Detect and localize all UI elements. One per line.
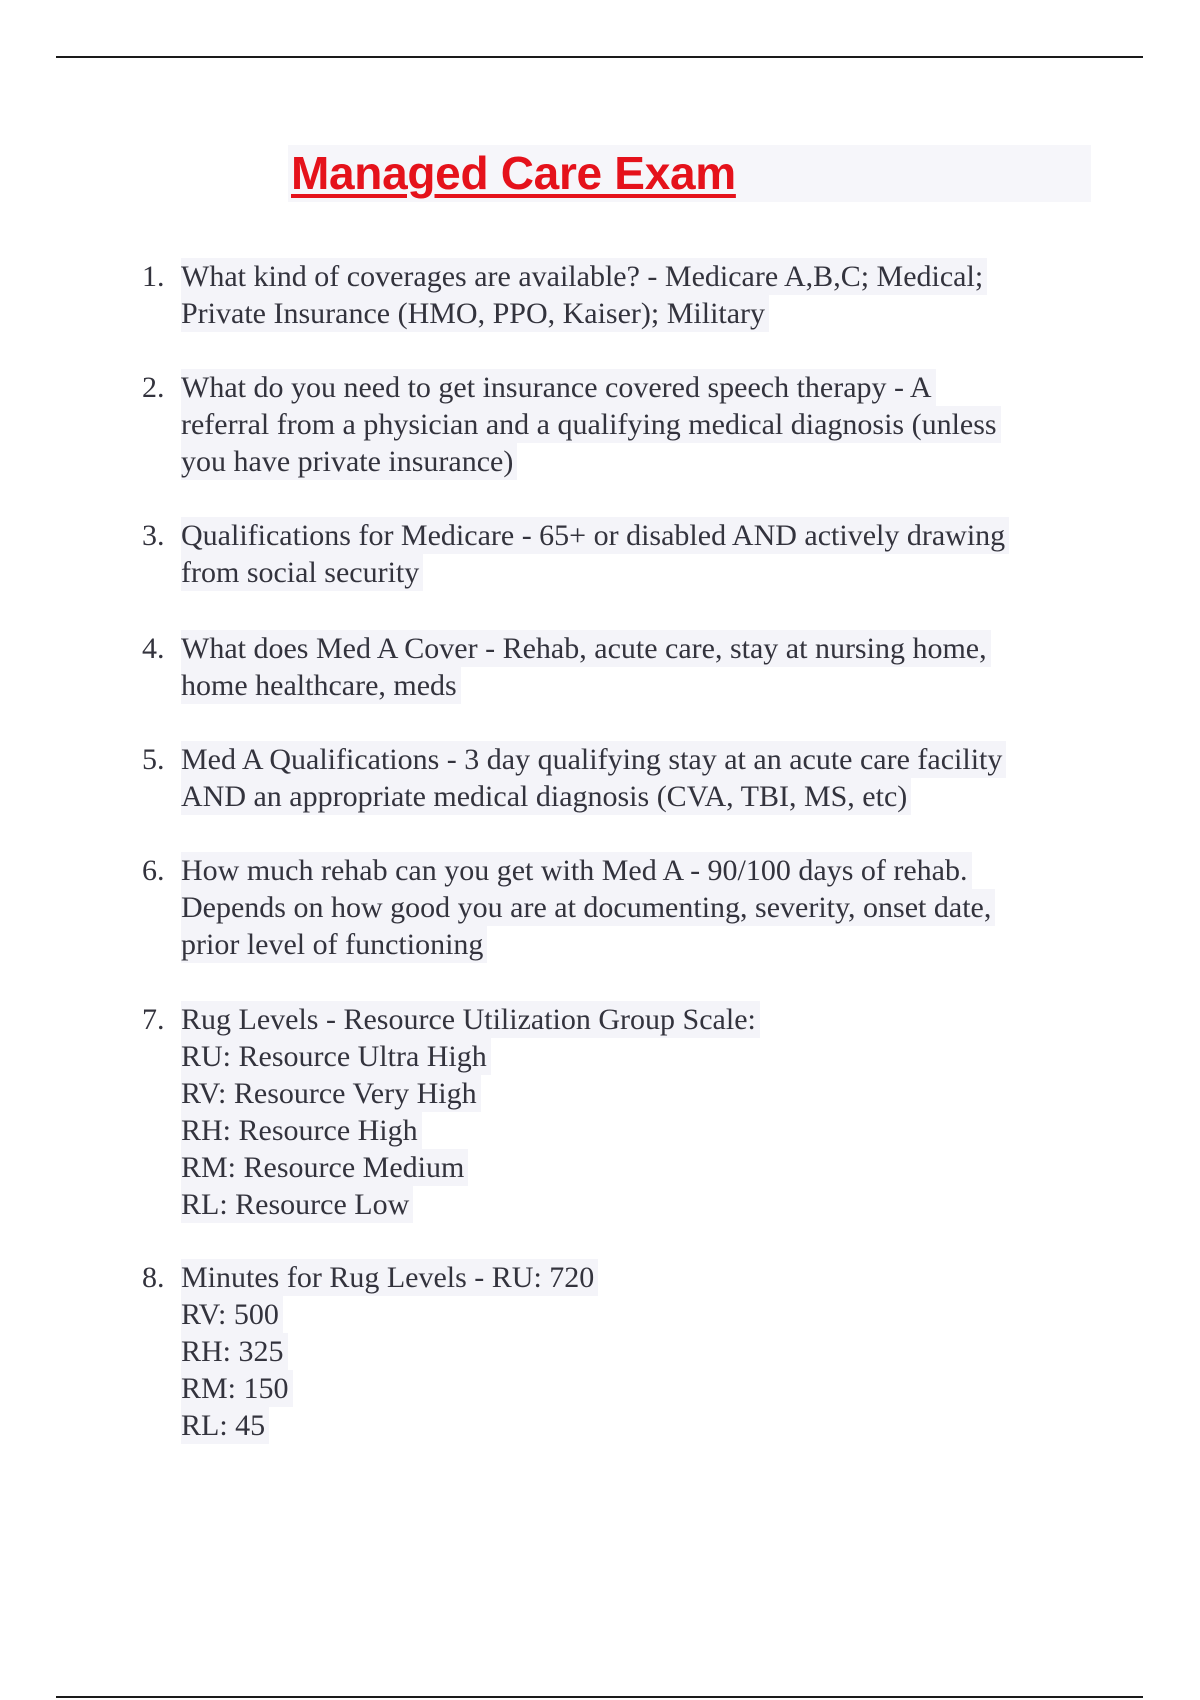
- question-item-2: [0, 369, 1200, 480]
- bottom-divider: [56, 1696, 1143, 1698]
- item-text-line: RH: Resource High: [181, 1112, 422, 1149]
- item-number: 8.: [142, 1261, 165, 1294]
- top-divider: [56, 56, 1143, 58]
- question-item-8: [0, 1259, 1200, 1444]
- item-text-line: RU: Resource Ultra High: [181, 1038, 491, 1075]
- question-item-1: [0, 258, 1200, 332]
- item-number: 3.: [142, 519, 165, 552]
- item-text-line: AND an appropriate medical diagnosis (CVA, TBI, MS, etc): [181, 778, 911, 815]
- item-text-line: you have private insurance): [181, 443, 517, 480]
- item-text-line: home healthcare, meds: [181, 667, 461, 704]
- item-text-line: How much rehab can you get with Med A - 90/100 days of rehab.: [181, 852, 972, 889]
- item-text-line: from social security: [181, 554, 423, 591]
- item-text-line: referral from a physician and a qualifying medical diagnosis (unless: [181, 406, 1001, 443]
- document-title: Managed Care Exam: [291, 147, 736, 199]
- item-text-line: Rug Levels - Resource Utilization Group Scale:: [181, 1001, 760, 1038]
- item-number: 5.: [142, 743, 165, 776]
- item-text-line: Private Insurance (HMO, PPO, Kaiser); Military: [181, 295, 769, 332]
- item-text-line: Depends on how good you are at documenting, severity, onset date,: [181, 889, 995, 926]
- question-item-3: [0, 517, 1200, 591]
- item-text-line: RV: 500: [181, 1296, 283, 1333]
- item-text-line: Minutes for Rug Levels - RU: 720: [181, 1259, 598, 1296]
- item-number: 2.: [142, 371, 165, 404]
- item-number: 7.: [142, 1003, 165, 1036]
- question-item-6: [0, 852, 1200, 963]
- item-text-line: RM: Resource Medium: [181, 1149, 468, 1186]
- question-item-5: [0, 741, 1200, 815]
- item-text-line: prior level of functioning: [181, 926, 487, 963]
- item-text-line: RL: Resource Low: [181, 1186, 413, 1223]
- item-number: 4.: [142, 632, 165, 665]
- item-text-line: RM: 150: [181, 1370, 293, 1407]
- item-text-line: What kind of coverages are available? - Medicare A,B,C; Medical;: [181, 258, 987, 295]
- item-text-line: RL: 45: [181, 1407, 269, 1444]
- item-text-line: Qualifications for Medicare - 65+ or disabled AND actively drawing: [181, 517, 1009, 554]
- question-item-7: [0, 1001, 1200, 1223]
- item-text-line: RV: Resource Very High: [181, 1075, 481, 1112]
- question-item-4: [0, 630, 1200, 704]
- item-text-line: Med A Qualifications - 3 day qualifying stay at an acute care facility: [181, 741, 1006, 778]
- item-number: 6.: [142, 854, 165, 887]
- item-text-line: What does Med A Cover - Rehab, acute care, stay at nursing home,: [181, 630, 991, 667]
- item-number: 1.: [142, 260, 165, 293]
- item-text-line: RH: 325: [181, 1333, 288, 1370]
- item-text-line: What do you need to get insurance covered speech therapy - A: [181, 369, 936, 406]
